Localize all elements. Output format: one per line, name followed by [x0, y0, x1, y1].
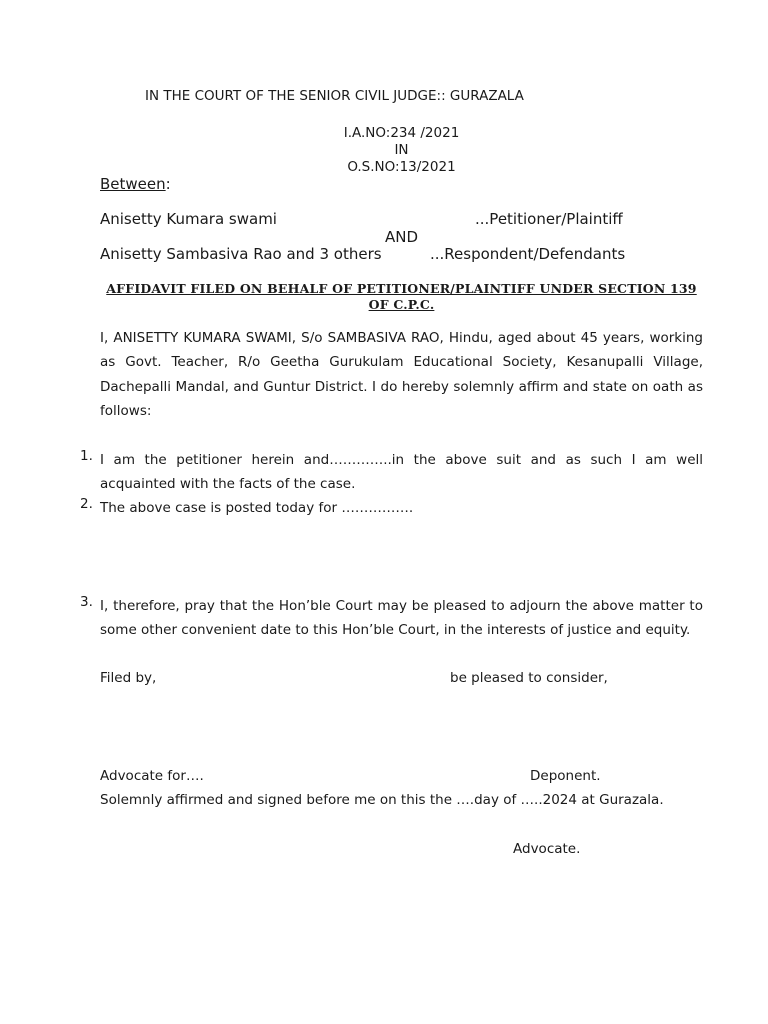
and-label: AND: [385, 228, 419, 246]
item-number-2: 2.: [80, 496, 93, 512]
court-title: IN THE COURT OF THE SENIOR CIVIL JUDGE:: GURAZALA: [145, 88, 524, 104]
advocate-for: Advocate for….: [100, 768, 204, 784]
item-number-1: 1.: [80, 448, 93, 464]
deponent-label: Deponent.: [530, 768, 601, 784]
between-label: [100, 175, 171, 193]
item-text-3: I, therefore, pray that the Hon’ble Court may be pleased to adjourn the above matter to some other convenient date to this Hon’ble Court, in the interests of justice and equity.: [100, 598, 703, 639]
between-colon: :: [165, 175, 171, 193]
solemnly-affirmed-line: Solemnly affirmed and signed before me on this the ….day of …..2024 at Gurazala.: [100, 792, 664, 808]
filed-by: Filed by,: [100, 670, 157, 686]
intro-paragraph: I, ANISETTY KUMARA SWAMI, S/o SAMBASIVA RAO, Hindu, aged about 45 years, working as Govt. Teacher, R/o Geetha Gurukulam Educational Society, Kesanupalli Village, Dachepalli Mandal, and Guntur District. I do hereby solemnly affirm and state on oath as follows:: [100, 330, 703, 419]
item-text-1: I am the petitioner herein and…………..in the above suit and as such I am well acquainted with the facts of the case.: [100, 452, 703, 493]
petitioner-role: ...Petitioner/Plaintiff: [475, 210, 623, 228]
os-number: O.S.NO:13/2021: [347, 159, 456, 175]
item-number-3: 3.: [80, 594, 93, 610]
advocate-signature-label: Advocate.: [513, 841, 581, 857]
respondent-role: ...Respondent/Defendants: [430, 245, 626, 263]
in-label: IN: [394, 142, 409, 158]
petitioner-name: Anisetty Kumara swami: [100, 210, 277, 228]
ia-number: I.A.NO:234 /2021: [343, 125, 460, 141]
affidavit-heading: AFFIDAVIT FILED ON BEHALF OF PETITIONER/PLAINTIFF UNDER SECTION 139 OF C.P.C.: [106, 281, 697, 312]
respondent-name: Anisetty Sambasiva Rao and 3 others: [100, 245, 382, 263]
item-text-2: The above case is posted today for …………….: [100, 500, 414, 516]
be-pleased-to-consider: be pleased to consider,: [450, 670, 608, 686]
between-word: Between: [100, 175, 166, 193]
